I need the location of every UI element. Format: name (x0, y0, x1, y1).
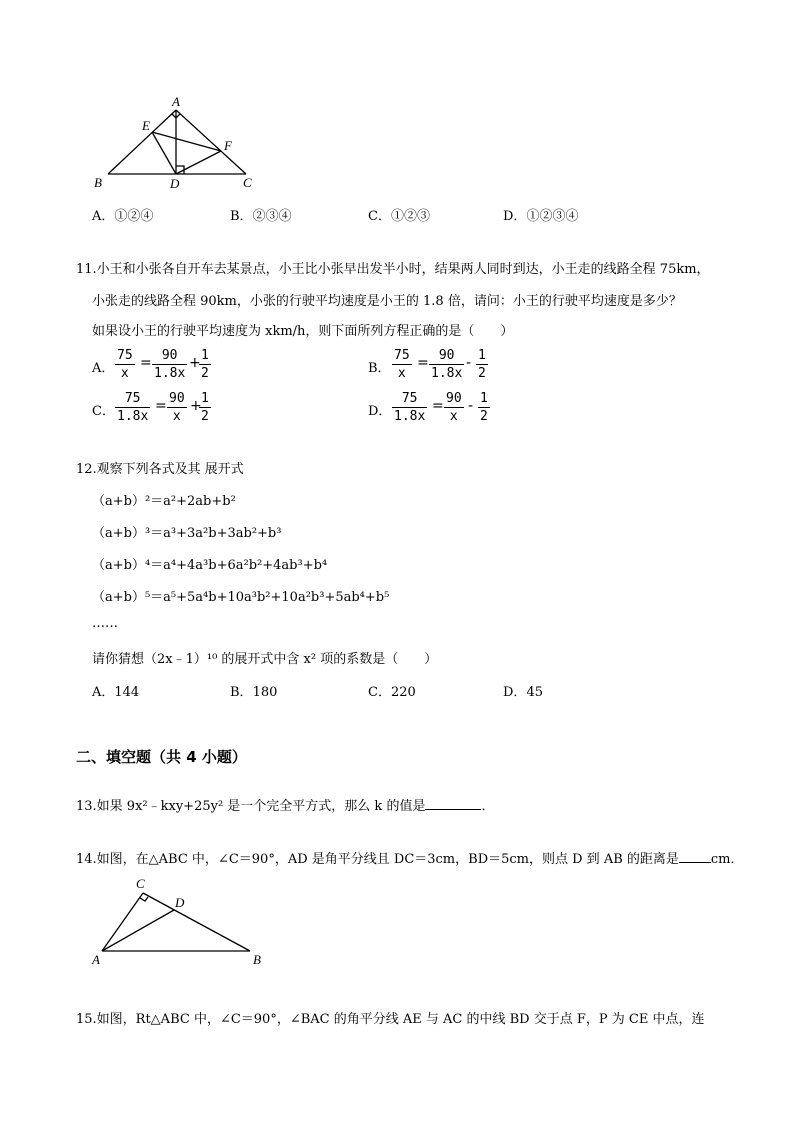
equals-sign: = (417, 355, 429, 371)
vertex-label-d: D (175, 895, 185, 910)
figure-triangle-abc-1 (88, 92, 268, 192)
line-df (176, 151, 221, 174)
q12-title: 12.观察下列各式及其 展开式 (76, 462, 244, 477)
vertex-label-a: A (92, 952, 100, 967)
q11-option-c-letter: C． (92, 404, 115, 419)
q12-expansion-4: （a+b）⁴＝a⁴+4a³b+6a²b²+4ab³+b⁴ (92, 558, 328, 573)
fraction-75-1.8x: $\frac{75}{1.8x}$ (117, 391, 149, 424)
q11-line-1: 11.小王和小张各自开车去某景点，小王比小张早出发半小时，结果两人同时到达，小王走的线路全程 75km， (76, 262, 710, 277)
fraction-1-2: $\frac{1}{2}$ (478, 348, 486, 381)
vertex-label-c: C (136, 876, 145, 891)
line-ed (152, 132, 176, 174)
figure-triangle-abc-2 (90, 876, 270, 968)
vertex-label-a: A (172, 94, 180, 109)
vertex-label-d: D (170, 176, 180, 191)
q14-answer-blank[interactable] (679, 850, 711, 863)
q10-option-b[interactable]: B．②③④ (230, 209, 292, 224)
line-cb (143, 893, 250, 951)
q11-option-a-letter: A． (92, 361, 115, 376)
q14-end: cm． (710, 852, 744, 867)
q12-expansion-3: （a+b）³＝a³+3a²b+3ab²+b³ (92, 526, 282, 541)
q12-option-b[interactable]: B．180 (230, 685, 278, 700)
q12-question: 请你猜想（2x﹣1）¹⁰ 的展开式中含 x² 项的系数是（ ） (92, 652, 438, 667)
q14-text: 14.如图，在△ABC 中，∠C＝90°，AD 是角平分线且 DC＝3cm，BD＝5cm，则点 D 到 AB 的距离是 (76, 852, 679, 867)
fraction-90-x: $\frac{90}{x}$ (169, 391, 185, 424)
operator: + (189, 355, 201, 371)
fraction-90-x: $\frac{90}{x}$ (446, 391, 462, 424)
vertex-label-f: F (224, 138, 232, 153)
q12-expansion-5: （a+b）⁵＝a⁵+5a⁴b+10a³b²+10a²b³+5ab⁴+b⁵ (92, 590, 390, 605)
q13 (76, 795, 494, 814)
q10-option-c[interactable]: C．①②③ (368, 209, 430, 224)
q12-option-a[interactable]: A．144 (92, 685, 140, 700)
q14 (76, 848, 744, 867)
fraction-75-x: $\frac{75}{x}$ (117, 348, 133, 381)
q11-option-b-letter: B． (368, 361, 391, 376)
q12-ellipsis: …… (92, 616, 118, 631)
vertex-label-b: B (253, 952, 261, 967)
q13-answer-blank[interactable] (425, 797, 481, 810)
q13-text: 13.如果 9x²﹣kxy+25y² 是一个完全平方式，那么 k 的值是 (76, 799, 426, 814)
fraction-75-x: $\frac{75}{x}$ (394, 348, 410, 381)
q11-line-3: 如果设小王的行驶平均速度为 xkm/h，则下面所列方程正确的是（ ） (92, 324, 514, 339)
equals-sign: = (432, 398, 444, 414)
figure-2-svg (90, 876, 270, 968)
operator: - (468, 398, 474, 414)
fraction-1-2: $\frac{1}{2}$ (201, 348, 209, 381)
line-ad (102, 910, 174, 951)
q12-expansion-2: （a+b）²＝a²+2ab+b² (92, 494, 236, 509)
q15-text: 15.如图，Rt△ABC 中，∠C＝90°，∠BAC 的角平分线 AE 与 AC 的中线 BD 交于点 F，P 为 CE 中点，连 (76, 1012, 705, 1027)
q11-line-2: 小张走的线路全程 90km，小张的行驶平均速度是小王的 1.8 倍，请问：小王的行驶平均速度是多少？ (92, 294, 682, 309)
line-ca (102, 893, 143, 951)
q10-option-d[interactable]: D．①②③④ (503, 209, 579, 224)
fraction-75-1.8x: $\frac{75}{1.8x}$ (394, 391, 426, 424)
vertex-label-b: B (94, 175, 102, 190)
fraction-90-1.8x: $\frac{90}{1.8x}$ (154, 348, 186, 381)
fraction-1-2: $\frac{1}{2}$ (201, 391, 209, 424)
q10-option-a[interactable]: A．①②④ (92, 209, 154, 224)
fraction-1-2: $\frac{1}{2}$ (480, 391, 488, 424)
q12-option-d[interactable]: D．45 (503, 685, 543, 700)
section-heading: 二、填空题（共 4 小题） (76, 748, 247, 766)
q13-end: ． (481, 799, 495, 814)
right-angle-c (140, 897, 148, 901)
operator: - (466, 355, 472, 371)
vertex-label-e: E (142, 118, 150, 133)
equals-sign: = (140, 355, 152, 371)
q11-option-d-letter: D． (368, 404, 392, 419)
q12-option-c[interactable]: C．220 (368, 685, 416, 700)
equals-sign: = (155, 398, 167, 414)
vertex-label-c: C (243, 175, 252, 190)
operator: + (190, 398, 202, 414)
fraction-90-1.8x: $\frac{90}{1.8x}$ (431, 348, 463, 381)
